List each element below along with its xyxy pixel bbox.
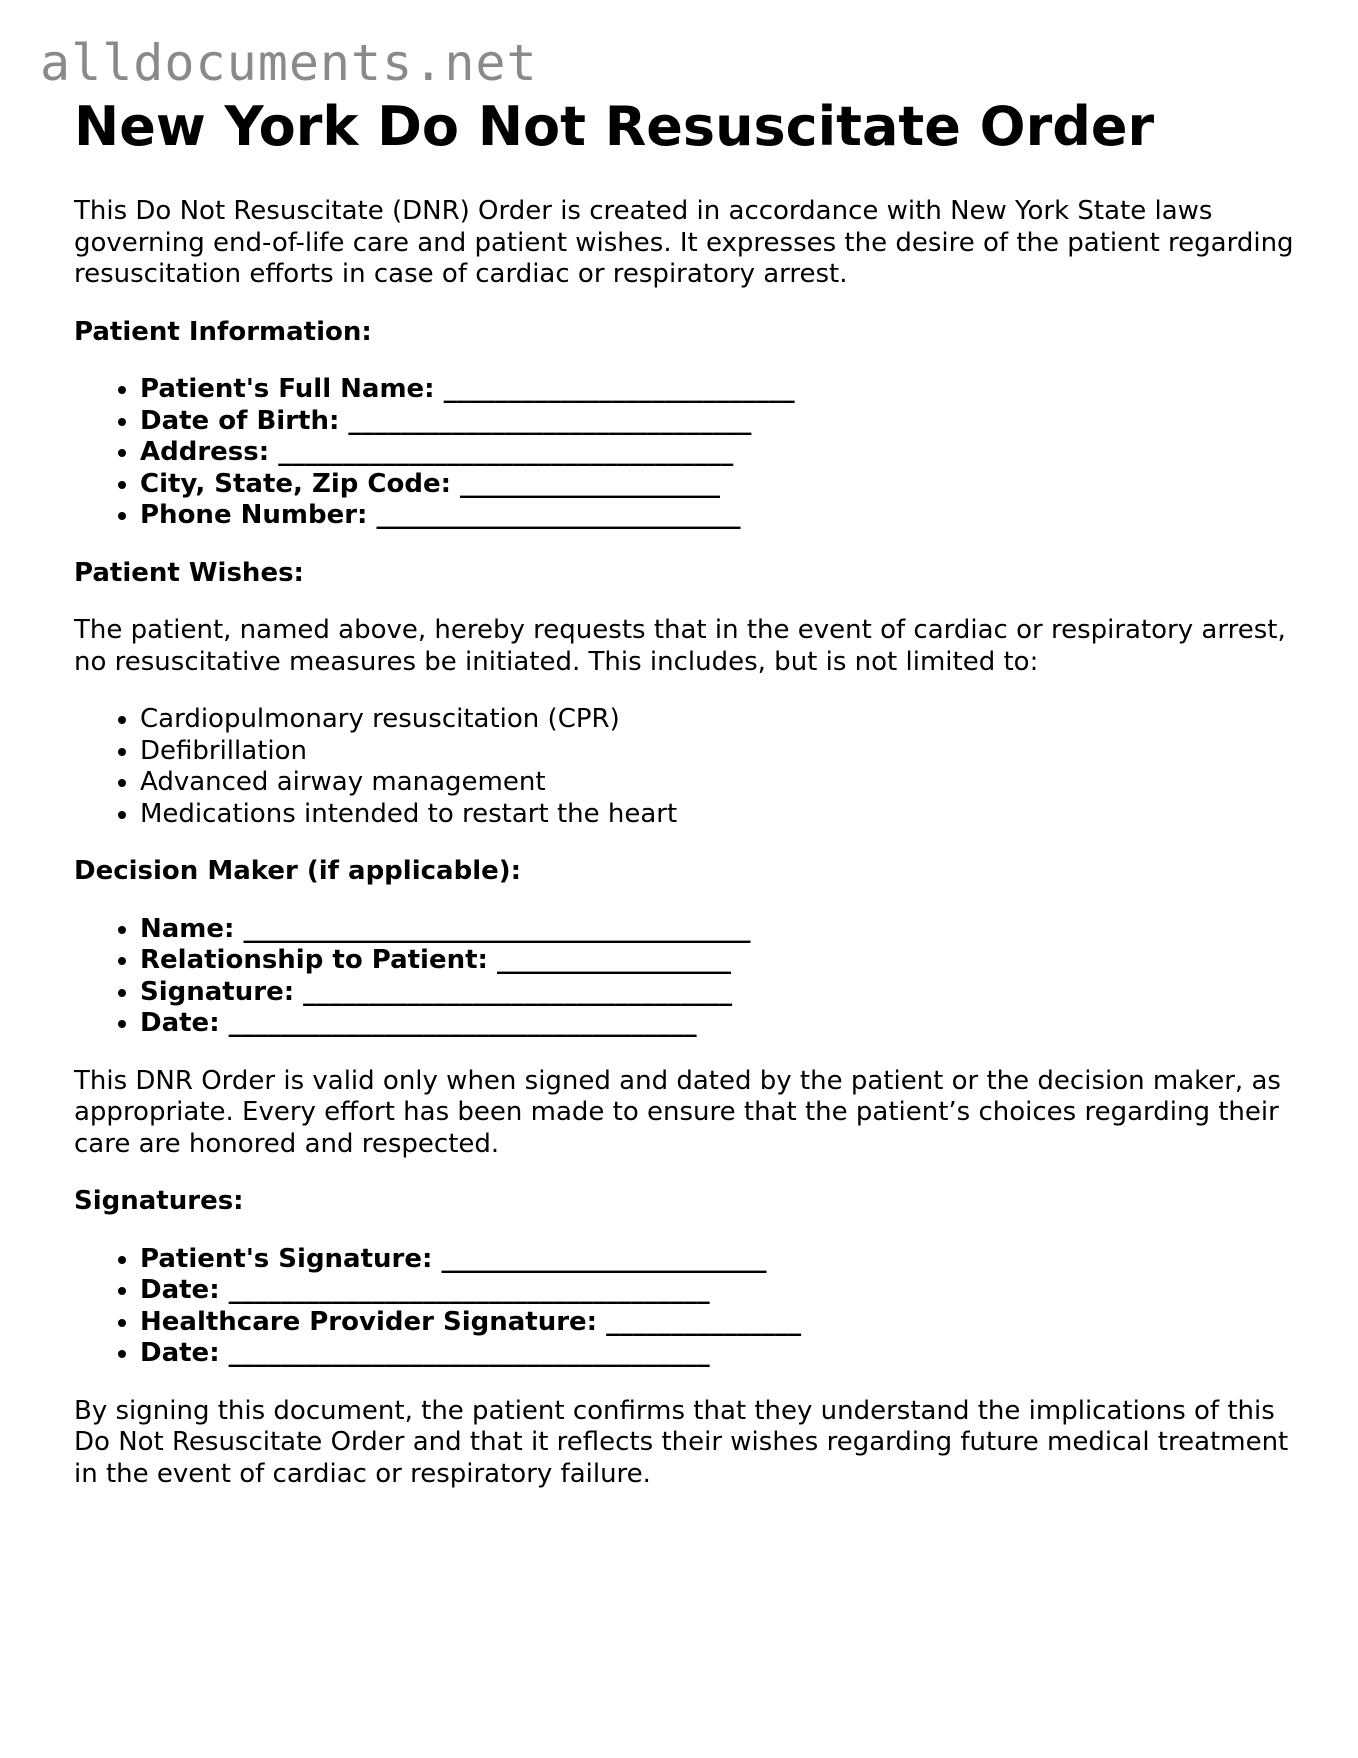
patient-info-heading: Patient Information: [74, 316, 372, 347]
patient-wishes-paragraph: The patient, named above, hereby requests that in the event of cardiac or respiratory arrest, no resuscitative measures be initiated. This includes, but is not limited to: [74, 615, 1286, 677]
address-field[interactable]: • Address: ___________________________________ [140, 437, 1294, 469]
patient-wishes-heading: Patient Wishes: [74, 557, 304, 588]
list-item: • Defibrillation [140, 736, 1294, 768]
provider-signature-date-field[interactable]: • Date: _____________________________________ [140, 1338, 1294, 1370]
decision-maker-date-field[interactable]: • Date: ____________________________________ [140, 1008, 1294, 1040]
document-page [74, 96, 1294, 1516]
list-item: • Advanced airway management [140, 767, 1294, 799]
date-of-birth-field[interactable]: • Date of Birth: _______________________________ [140, 406, 1294, 438]
intro-paragraph: This Do Not Resuscitate (DNR) Order is created in accordance with New York State laws governing end-of-life care and patient wishes. It expresses the desire of the patient regarding resuscitation efforts in case of cardiac or respiratory arrest. [74, 196, 1294, 290]
decision-maker-name-field[interactable]: • Name: _______________________________________ [140, 914, 1294, 946]
phone-number-field[interactable]: • Phone Number: ____________________________ [140, 500, 1294, 532]
signatures-list [74, 1244, 1294, 1370]
page-title: New York Do Not Resuscitate Order [74, 95, 1155, 158]
patient-info-list [74, 374, 1294, 532]
relationship-field[interactable]: • Relationship to Patient: __________________ [140, 945, 1294, 977]
decision-maker-list [74, 914, 1294, 1040]
patient-signature-date-field[interactable]: • Date: _____________________________________ [140, 1275, 1294, 1307]
decision-maker-signature-field[interactable]: • Signature: _________________________________ [140, 977, 1294, 1009]
patient-signature-field[interactable]: • Patient's Signature: _________________________ [140, 1244, 1294, 1276]
signatures-heading: Signatures: [74, 1186, 244, 1217]
provider-signature-field[interactable]: • Healthcare Provider Signature: _______________ [140, 1307, 1294, 1339]
decision-maker-heading: Decision Maker (if applicable): [74, 856, 522, 887]
list-item: • Cardiopulmonary resuscitation (CPR) [140, 704, 1294, 736]
validity-paragraph: This DNR Order is valid only when signed and dated by the patient or the decision maker, as appropriate. Every effort has been made to ensure that the patient’s choices regarding their care are honored and respected. [74, 1065, 1281, 1159]
city-state-zip-field[interactable]: • City, State, Zip Code: ____________________ [140, 469, 1294, 501]
closing-paragraph: By signing this document, the patient confirms that they understand the implications of this Do Not Resuscitate Order and that it reflects their wishes regarding future medical treatment in the event of cardiac or respiratory failure. [74, 1395, 1289, 1489]
patient-name-field[interactable]: • Patient's Full Name: ___________________________ [140, 374, 1294, 406]
list-item: • Medications intended to restart the heart [140, 799, 1294, 831]
measures-list [74, 704, 1294, 830]
watermark: alldocuments.net [40, 34, 538, 92]
